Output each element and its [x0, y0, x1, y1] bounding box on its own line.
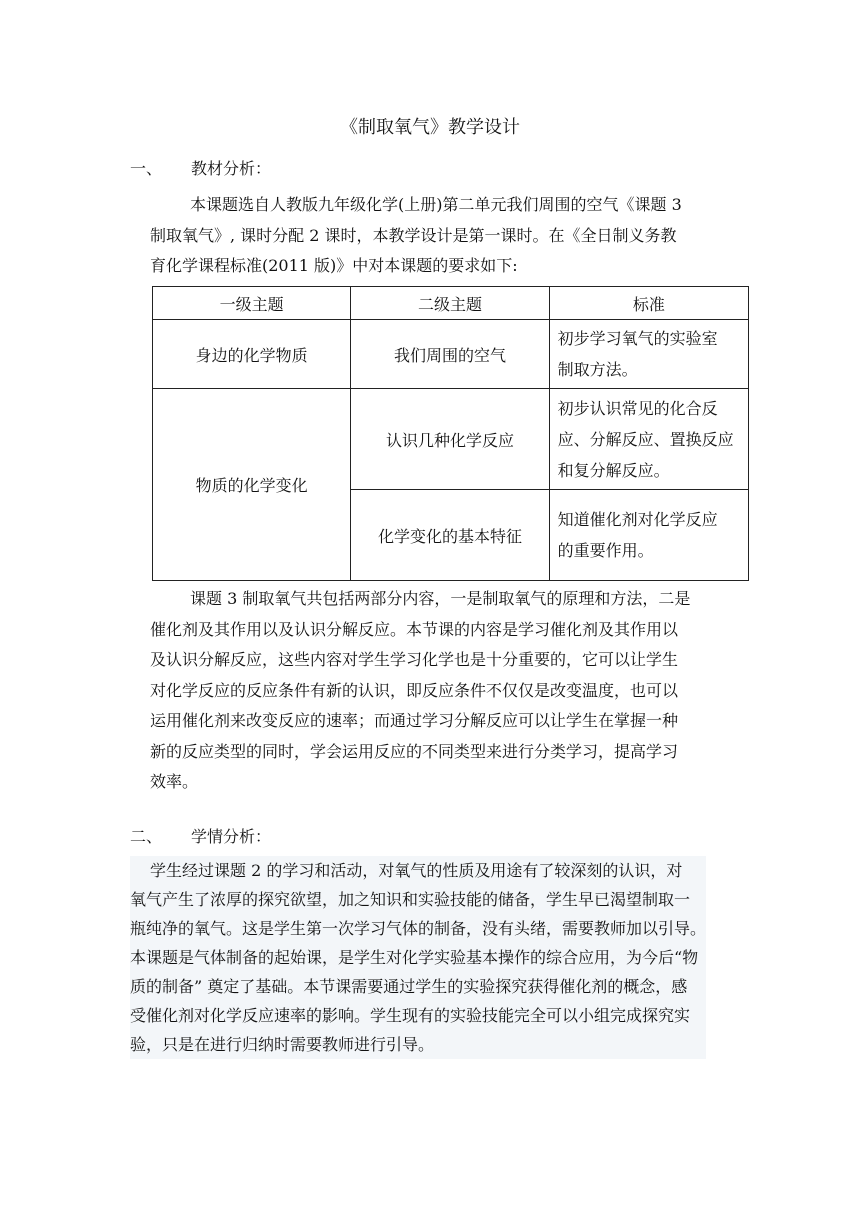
cell-line: 的重要作用。 — [557, 541, 654, 560]
text-line: 本课题选自人教版九年级化学(上册)第二单元我们周围的空气《课题 3 — [190, 195, 682, 214]
text-line: 新的反应类型的同时，学会运用反应的不同类型来进行分类学习，提高学习 — [150, 741, 679, 761]
table-cell — [549, 320, 748, 389]
text-line — [130, 1001, 706, 1030]
text-line — [130, 856, 706, 885]
line-text: 受催化剂对化学反应速率的影响。学生现有的实验技能完全可以小组完成探究实 — [130, 1006, 691, 1025]
line-text: 瓶纯净的氧气。这是学生第一次学习气体的制备，没有头绪，需要教师加以引导。 — [130, 919, 707, 938]
text-line: 催化剂及其作用以及认识分解反应。本节课的内容是学习催化剂及其作用以 — [150, 619, 679, 639]
text-line: 运用催化剂来改变反应的速率；而通过学习分解反应可以让学生在掌握一种 — [150, 711, 679, 730]
table-cell: 身边的化学物质 — [153, 320, 351, 389]
text-line: 育化学课程标准(2011 版)》中对本课题的要求如下: — [150, 256, 518, 275]
cell-line: 初步学习氧气的实验室 — [557, 329, 718, 348]
curriculum-standards-table — [152, 286, 749, 581]
text-line — [130, 885, 706, 914]
section-number: 二、 — [130, 827, 163, 846]
intro-paragraph — [150, 190, 682, 282]
cell-line: 知道催化剂对化学反应 — [557, 510, 718, 529]
text-line — [130, 1030, 706, 1059]
table-cell — [549, 389, 748, 490]
section-heading-students — [130, 826, 430, 848]
section-label: 学情分析： — [191, 827, 272, 846]
cell-line: 应、分解反应、置换反应 — [557, 429, 734, 449]
column-header: 一级主题 — [153, 287, 351, 320]
line-text: 验，只是在进行归纳时需要教师进行引导。 — [130, 1035, 435, 1054]
line-text: 学生经过课题 2 的学习和活动，对氧气的性质及用途有了较深刻的认识，对 — [150, 861, 683, 880]
page-title: 《制取氧气》教学设计 — [340, 117, 520, 138]
text-line — [130, 972, 706, 1001]
text-line — [130, 914, 706, 943]
text-line: 对化学反应的反应条件有新的认识，即反应条件不仅仅是改变温度，也可以 — [150, 680, 679, 700]
text-line — [130, 943, 706, 972]
text-line: 课题 3 制取氧气共包括两部分内容，一是制取氧气的原理和方法，二是 — [190, 589, 691, 608]
line-text: 本课题是气体制备的起始课，是学生对化学实验基本操作的综合应用，为今后“物 — [130, 948, 699, 967]
column-header: 二级主题 — [351, 287, 549, 320]
cell-line: 初步认识常见的化合反 — [557, 398, 718, 418]
table-cell: 我们周围的空气 — [351, 320, 549, 389]
table-header-row — [153, 287, 749, 320]
table-cell — [549, 490, 748, 581]
section-number: 一、 — [130, 159, 163, 178]
cell-line: 制取方法。 — [557, 360, 638, 379]
materials-analysis-paragraph — [150, 584, 690, 798]
table-row — [153, 320, 749, 389]
text-line: 效率。 — [150, 772, 199, 791]
table-cell: 物质的化学变化 — [153, 389, 351, 581]
table-cell: 化学变化的基本特征 — [351, 490, 549, 581]
line-text: 氧气产生了浓厚的探究欲望，加之知识和实验技能的储备，学生早已渴望制取一 — [130, 890, 691, 909]
table-cell: 认识几种化学反应 — [351, 389, 549, 490]
section-heading-materials — [130, 158, 430, 180]
text-line: 及认识分解反应，这些内容对学生学习化学也是十分重要的，它可以让学生 — [150, 650, 679, 669]
table-row — [153, 389, 749, 490]
line-text: 质的制备” 奠定了基础。本节课需要通过学生的实验探究获得催化剂的概念，感 — [130, 977, 688, 996]
text-line: 制取氧气》, 课时分配 2 课时，本教学设计是第一课时。在《全日制义务教 — [150, 225, 677, 245]
student-analysis-paragraph — [130, 856, 706, 1059]
column-header: 标准 — [549, 287, 748, 320]
section-label: 教材分析： — [191, 159, 272, 178]
cell-line: 和复分解反应。 — [557, 460, 670, 480]
